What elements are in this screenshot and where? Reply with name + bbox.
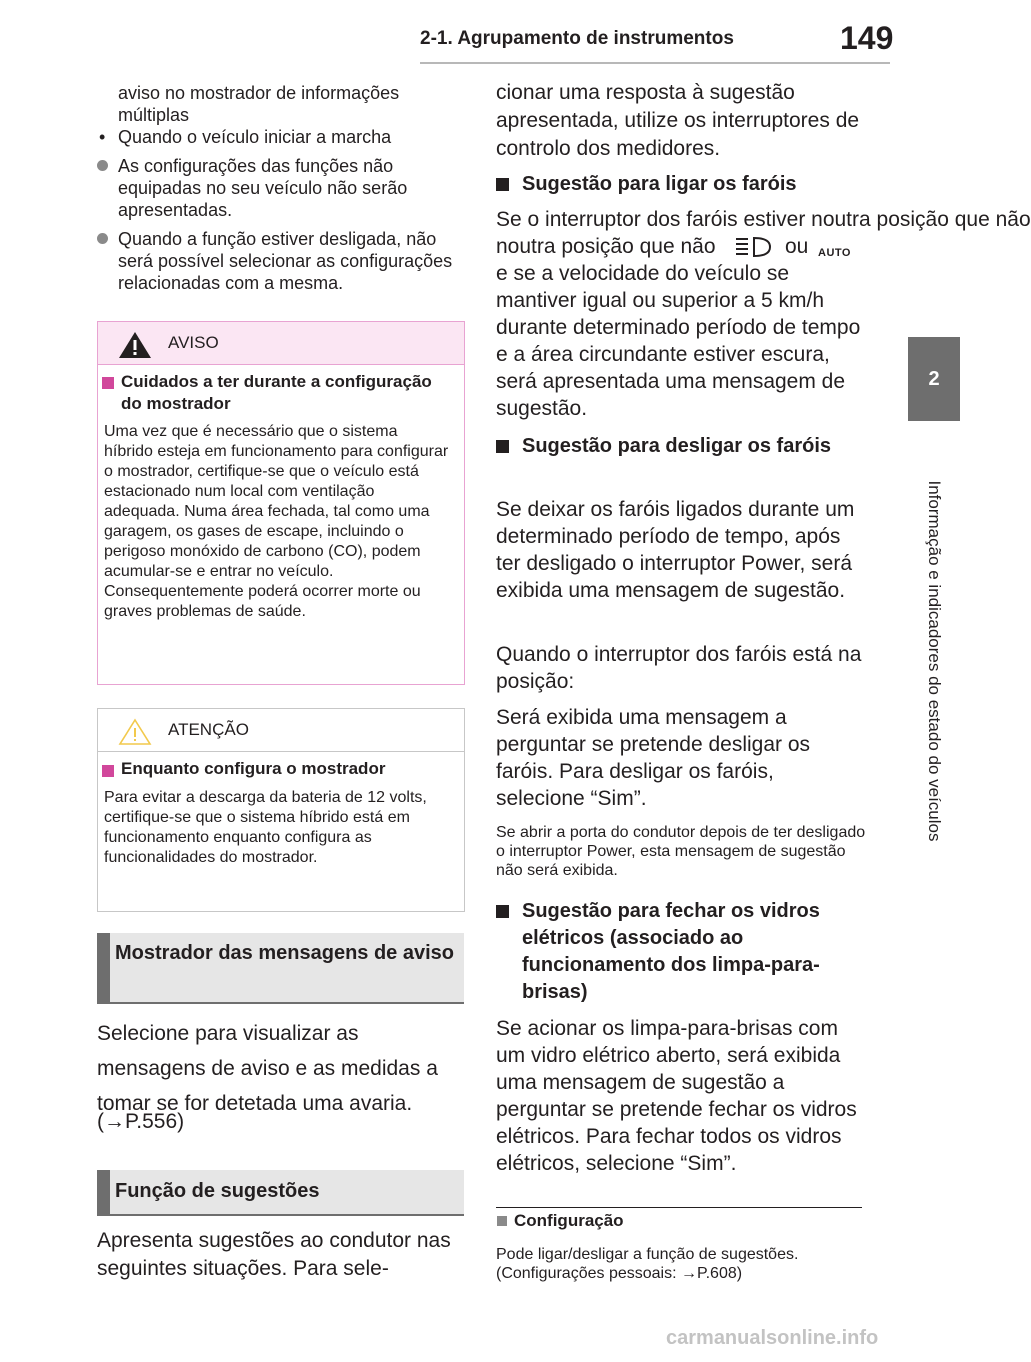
lights-off-body: Se deixar os faróis ligados durante um determinado período de tempo, após ter desligado o interruptor Power, será exibida uma mensagem de sugestão. — [496, 498, 855, 602]
chapter-number: 2 — [928, 367, 940, 390]
bullet-dot-icon — [97, 233, 108, 244]
section-heading-warning — [97, 933, 464, 1004]
intro-line-2: múltiplas — [118, 105, 190, 125]
section-bar — [97, 933, 110, 1004]
warning-triangle-icon — [118, 331, 152, 359]
config-title: Configuração — [514, 1211, 624, 1230]
section-title-suggestion: Função de sugestões — [115, 1180, 320, 1202]
aviso-box — [97, 321, 465, 685]
lights-off-position: Quando o interruptor dos faróis está na posição: — [496, 643, 862, 693]
lights-on-text-a: Se o interruptor dos faróis estiver noutra posição que não — [496, 208, 1031, 231]
suggestion-body-cont: cionar uma resposta à sugestão apresentada, utilize os interruptores de controlo dos medidores. — [496, 81, 860, 160]
lights-on-body-b: e se a velocidade do veículo se mantiver igual ou superior a 5 km/h durante determinado período de tempo e a área circundante estiver escura, será apresentada uma mensagem de sugestão. — [496, 262, 861, 420]
page-reference: (→P.556) — [97, 1110, 185, 1133]
watermark: carmanualsonline.info — [666, 1327, 879, 1349]
bullet-item — [97, 155, 472, 221]
config-divider — [496, 1207, 862, 1208]
bullet-dot-icon — [97, 160, 108, 171]
aviso-title: AVISO — [168, 333, 219, 352]
heading-lights-off-text: Sugestão para desligar os faróis — [522, 435, 831, 457]
lights-off-note: Se abrir a porta do condutor depois de ter desligado o interruptor Power, esta mensagem de sugestão não será exibida. — [496, 824, 866, 879]
intro-text — [118, 82, 478, 126]
headlight-icon — [734, 235, 774, 259]
atencao-header — [98, 709, 464, 752]
atencao-body: Para evitar a descarga da bateria de 12 volts, certifique-se que o sistema híbrido está em funcionamento enquanto configura as funcionalidades do mostrador. — [104, 789, 427, 866]
atencao-subtitle: Enquanto configura o mostrador — [121, 759, 386, 778]
intro-line-1: aviso no mostrador de informações — [118, 83, 400, 103]
atencao-box — [97, 708, 465, 912]
pink-square-icon — [102, 377, 114, 389]
lights-off-question: Será exibida uma mensagem a perguntar se pretende desligar os faróis. Para desligar os faróis, selecione “Sim”. — [496, 706, 811, 810]
or-text: ou — [785, 235, 809, 258]
bullet-text: Quando a função estiver desligada, não será possível selecionar as configurações relacionadas com a mesma. — [118, 229, 453, 293]
section-heading-suggestion — [97, 1170, 464, 1216]
square-bullet-icon — [496, 178, 509, 191]
section-bar — [97, 1170, 110, 1216]
heading-windows-text: Sugestão para fechar os vidros elétricos (associado ao funcionamento dos limpa-para-brisas) — [522, 900, 820, 1003]
windows-body: Se acionar os limpa-para-brisas com um vidro elétrico aberto, será exibida uma mensagem de sugestão a perguntar se pretende fechar os vidros elétricos. Para fechar todos os vidros elétricos, selecione “Sim”. — [496, 1017, 857, 1175]
atencao-title: ATENÇÃO — [168, 720, 249, 739]
config-body: Pode ligar/desligar a função de sugestões. (Configurações pessoais: →P.608) — [496, 1246, 799, 1282]
chapter-tab — [908, 337, 960, 421]
chapter-label: Informação e indicadores do estado do veículos — [925, 480, 944, 842]
heading-lights-on-text: Sugestão para ligar os faróis — [522, 173, 797, 195]
lights-on-body: Se o interruptor dos faróis estiver noutra posição que não noutra posição que não ou AUTO — [496, 206, 868, 287]
dash-item-text: Quando o veículo iniciar a marcha — [118, 127, 392, 147]
bullet-item — [97, 228, 472, 294]
chapter-label-container — [908, 426, 960, 896]
aviso-subtitle: Cuidados a ter durante a configuração do mostrador — [121, 372, 432, 413]
pink-square-icon — [102, 765, 114, 777]
square-bullet-icon — [496, 440, 509, 453]
header-divider — [420, 62, 890, 64]
page-number: 149 — [840, 20, 894, 56]
auto-label: AUTO — [818, 247, 851, 259]
section-title: 2-1. Agrupamento de instrumentos — [420, 28, 734, 49]
section-title-warning: Mostrador das mensagens de aviso — [115, 942, 455, 964]
square-bullet-icon — [496, 905, 509, 918]
caution-triangle-icon — [118, 718, 152, 746]
dash-item — [97, 126, 472, 148]
dash-marker: • — [99, 127, 106, 147]
aviso-header — [98, 322, 464, 365]
aviso-body: Uma vez que é necessário que o sistema híbrido esteja em funcionamento para configurar o mostrador, certifique-se que o veículo está estacionado num local com ventilação adequada. Numa área fechada, tal como uma garagem, os gases de escape, incluindo o perigoso monóxido de carbono (CO), podem acumular-se e entrar no veículo. Consequentemente poderá ocorrer morte ou graves problemas de saúde. — [104, 423, 449, 620]
suggestion-body-start: Apresenta sugestões ao condutor nas seguintes situações. Para sele- — [97, 1229, 451, 1280]
bullet-text: As configurações das funções não equipadas no seu veículo não serão apresentadas. — [118, 156, 408, 220]
warning-body: Selecione para visualizar as mensagens de aviso e as medidas a tomar se for detetada uma avaria. — [97, 1022, 438, 1115]
grey-square-icon — [497, 1216, 507, 1226]
